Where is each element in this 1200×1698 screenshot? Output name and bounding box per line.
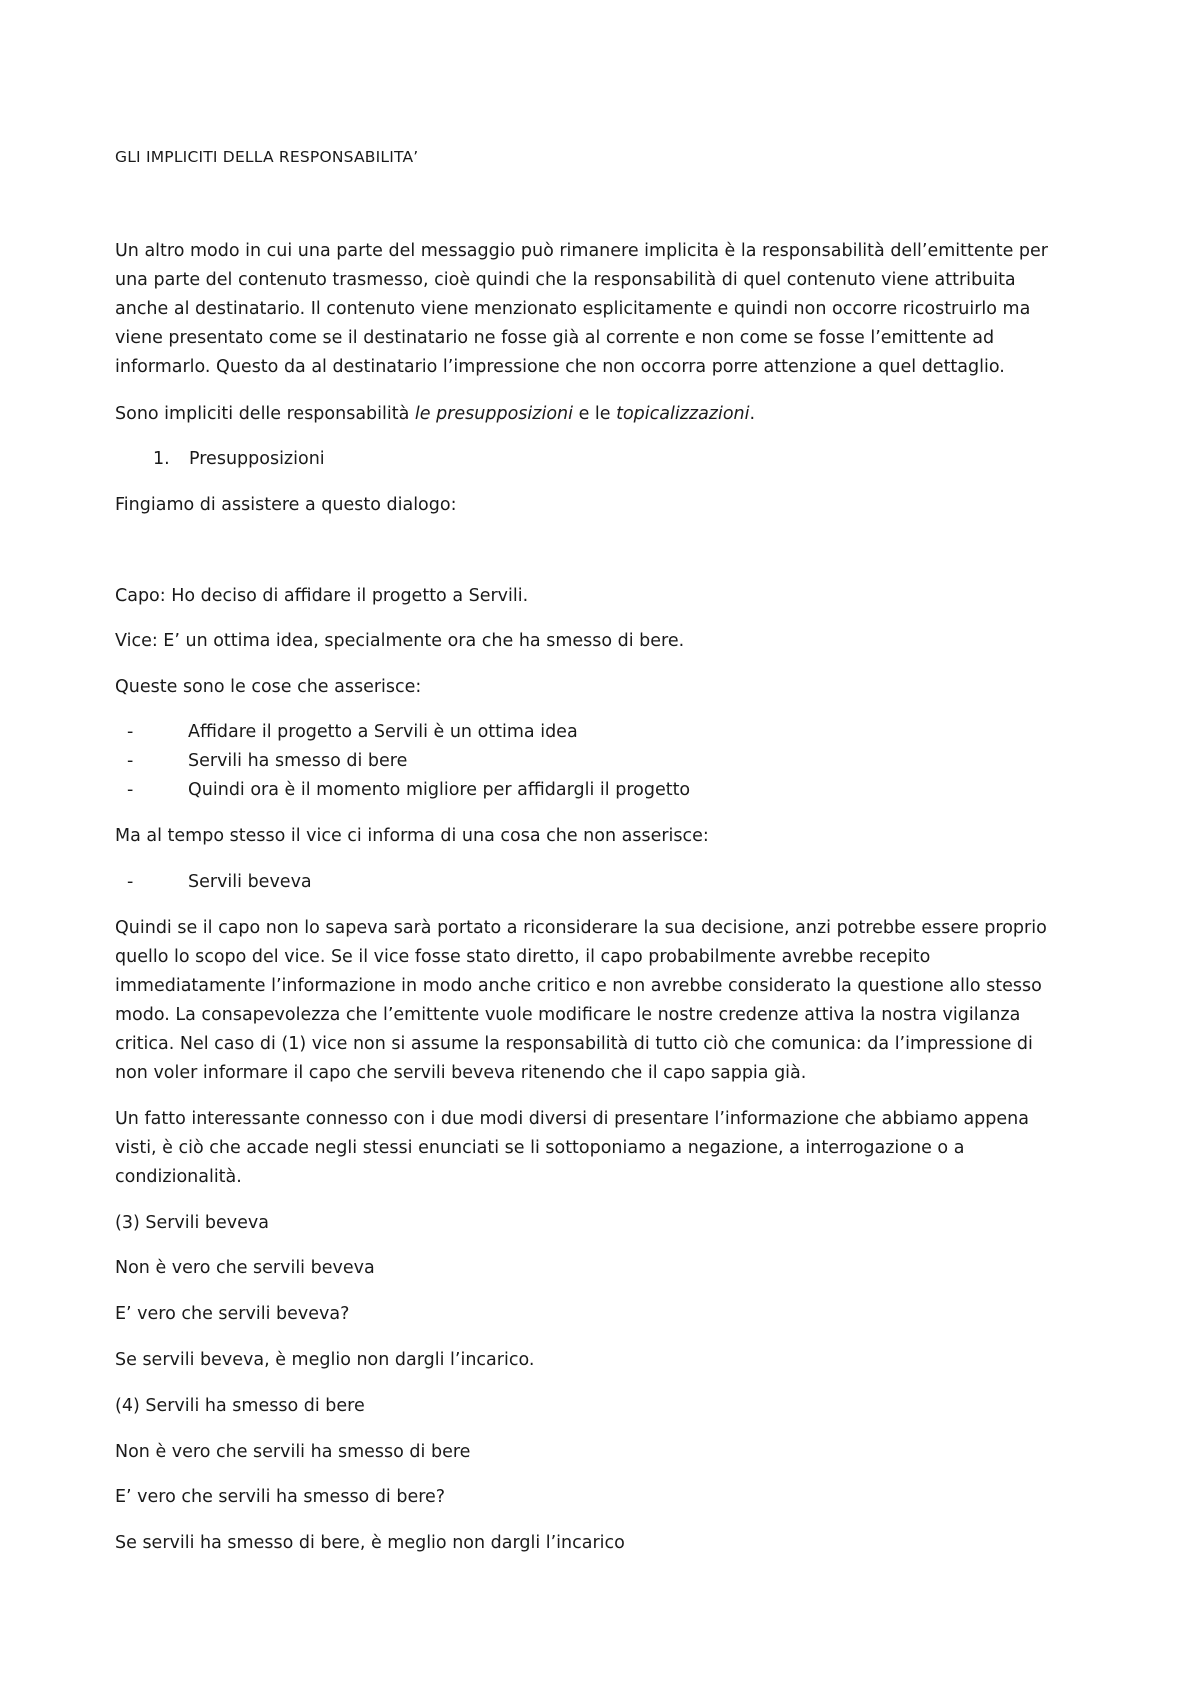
- list-item: [127, 718, 578, 747]
- list-item: [127, 747, 407, 776]
- numbered-heading: [153, 445, 325, 474]
- intro-line: Un altro modo in cui una parte del messaggio può rimanere implicita è la responsabilità dell’emittente per: [115, 241, 1048, 261]
- paragraph-line: Quindi se il capo non lo sapeva sarà portato a riconsiderare la sua decisione, anzi potrebbe essere proprio: [115, 918, 1047, 938]
- list-item-text: Servili beveva: [188, 872, 312, 892]
- paragraph-2: [115, 914, 1047, 1088]
- dialogue-line-capo: Capo: Ho deciso di affidare il progetto a Servili.: [115, 586, 529, 606]
- numbered-heading-label: Presupposizioni: [189, 449, 325, 469]
- paragraph-line: condizionalità.: [115, 1167, 242, 1187]
- paragraph-3: [115, 1105, 1029, 1192]
- list-item-text: Affidare il progetto a Servili è un ottima idea: [188, 722, 578, 742]
- intro-paragraph: [115, 237, 1048, 382]
- implicit-sentence-part: e le: [573, 404, 617, 424]
- paragraph-line: quello lo scopo del vice. Se il vice fosse stato diretto, il capo probabilmente avrebbe recepito: [115, 947, 931, 967]
- example-line: Non è vero che servili ha smesso di bere: [115, 1442, 471, 1462]
- dash-bullet: -: [127, 780, 134, 800]
- list-item-text: Quindi ora è il momento migliore per affidargli il progetto: [188, 780, 691, 800]
- paragraph-line: visti, è ciò che accade negli stessi enunciati se li sottoponiamo a negazione, a interrogazione o a: [115, 1138, 965, 1158]
- intro-line: una parte del contenuto trasmesso, cioè quindi che la responsabilità di quel contenuto viene attribuita: [115, 270, 1016, 290]
- paragraph-line: immediatamente l’informazione in modo anche critico e non avrebbe considerato la questione allo stesso: [115, 976, 1042, 996]
- dash-bullet: -: [127, 872, 134, 892]
- dash-bullet: -: [127, 751, 134, 771]
- term-presupposizioni: le presupposizioni: [414, 404, 573, 424]
- dash-bullet: -: [127, 722, 134, 742]
- paragraph-line: modo. La consapevolezza che l’emittente vuole modificare le nostre credenze attiva la nostra vigilanza: [115, 1005, 1021, 1025]
- implicit-sentence-part: Sono impliciti delle responsabilità: [115, 404, 415, 424]
- paragraph-line: critica. Nel caso di (1) vice non si assume la responsabilità di tutto ciò che comunica: da l’impressione di: [115, 1034, 1033, 1054]
- asserts-intro: Queste sono le cose che asserisce:: [115, 677, 422, 697]
- example-line: Non è vero che servili beveva: [115, 1258, 375, 1278]
- not-asserts-intro: Ma al tempo stesso il vice ci informa di una cosa che non asserisce:: [115, 826, 709, 846]
- list-item-text: Servili ha smesso di bere: [188, 751, 408, 771]
- example-line: E’ vero che servili beveva?: [115, 1304, 350, 1324]
- paragraph-line: Un fatto interessante connesso con i due modi diversi di presentare l’informazione che abbiamo appena: [115, 1109, 1029, 1129]
- example-line: Se servili ha smesso di bere, è meglio non dargli l’incarico: [115, 1533, 625, 1553]
- dialogue-line-vice: Vice: E’ un ottima idea, specialmente ora che ha smesso di bere.: [115, 631, 685, 651]
- document-title: GLI IMPLICITI DELLA RESPONSABILITA’: [115, 148, 419, 166]
- example-line: E’ vero che servili ha smesso di bere?: [115, 1487, 446, 1507]
- intro-line: anche al destinatario. Il contenuto viene menzionato esplicitamente e quindi non occorre ricostruirlo ma: [115, 299, 1031, 319]
- implicit-sentence-part: .: [749, 404, 756, 424]
- example-line: (3) Servili beveva: [115, 1213, 270, 1233]
- implicit-sentence: [115, 400, 755, 429]
- list-number: 1.: [153, 449, 170, 469]
- list-item: [127, 776, 690, 805]
- list-item: [127, 868, 312, 897]
- intro-line: informarlo. Questo da al destinatario l’impressione che non occorra porre attenzione a quel dettaglio.: [115, 357, 1005, 377]
- intro-line: viene presentato come se il destinatario ne fosse già al corrente e non come se fosse l’emittente ad: [115, 328, 995, 348]
- paragraph-line: non voler informare il capo che servili beveva ritenendo che il capo sappia già.: [115, 1063, 807, 1083]
- term-topicalizzazioni: topicalizzazioni: [616, 404, 750, 424]
- example-line: (4) Servili ha smesso di bere: [115, 1396, 365, 1416]
- dialogue-intro: Fingiamo di assistere a questo dialogo:: [115, 495, 457, 515]
- example-line: Se servili beveva, è meglio non dargli l’incarico.: [115, 1350, 535, 1370]
